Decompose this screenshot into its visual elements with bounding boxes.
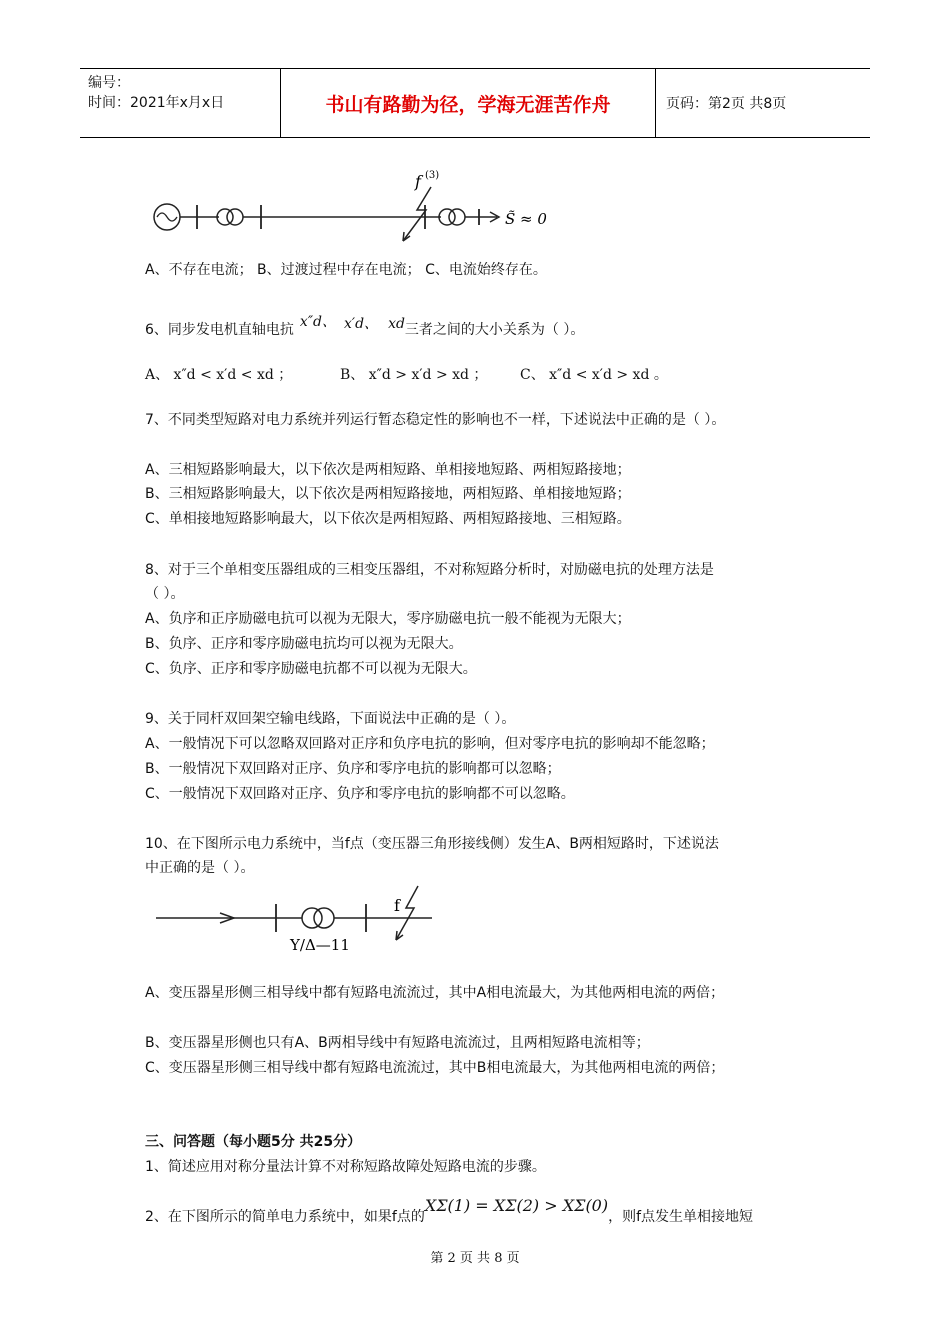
transformer-yd11 <box>302 908 322 928</box>
q9-option-c: C、一般情况下双回路对正序、负序和零序电抗的影响都不可以忽略。 <box>145 786 575 802</box>
q7-stem: 7、不同类型短路对电力系统并列运行暂态稳定性的影响也不一样，下述说法中正确的是（ ）。 <box>145 412 726 428</box>
q6-sym2: x′d、 <box>344 316 379 332</box>
s3-q2-equation: XΣ(1) = XΣ(2) > XΣ(0) <box>424 1196 609 1215</box>
q8-stem-1: 8、对于三个单相变压器组成的三相变压器组，不对称短路分析时，对励磁电抗的处理方法是 <box>145 562 714 578</box>
q10-option-c: C、变压器星形侧三相导线中都有短路电流流过，其中B相电流最大，为其他两相电流的两倍； <box>145 1060 725 1076</box>
q8-option-c: C、负序、正序和零序励磁电抗都不可以视为无限大。 <box>145 661 477 677</box>
transformer-1 <box>217 209 233 225</box>
time-label: 时间：2021年x月x日 <box>88 95 225 111</box>
q8-stem-2: （ ）。 <box>145 586 185 602</box>
q9-stem: 9、关于同杆双回架空输电线路，下面说法中正确的是（ ）。 <box>145 711 516 727</box>
system-diagram-2 <box>150 880 450 955</box>
q6-option-c: C、 x″d < x′d > xd 。 <box>520 367 668 383</box>
system-diagram-1 <box>145 165 565 245</box>
q10-stem-1: 10、在下图所示电力系统中，当f点（变压器三角形接线侧）发生A、B两相短路时，下述说法 <box>145 836 719 852</box>
q7-option-b: B、三相短路影响最大，以下依次是两相短路接地，两相短路、单相接地短路； <box>145 486 631 502</box>
q10-stem-2: 中正确的是（ ）。 <box>145 860 255 876</box>
q9-option-a: A、一般情况下可以忽略双回路对正序和负序电抗的影响，但对零序电抗的影响却不能忽略； <box>145 736 715 752</box>
q9-option-b: B、一般情况下双回路对正序、负序和零序电抗的影响都可以忽略； <box>145 761 561 777</box>
page-header <box>80 68 870 138</box>
s3-q2-after: ，则f点发生单相接地短 <box>608 1209 754 1225</box>
q10-option-b: B、变压器星形侧也只有A、B两相导线中有短路电流流过，且两相短路电流相等； <box>145 1035 650 1051</box>
q8-option-b: B、负序、正序和零序励磁电抗均可以视为无限大。 <box>145 636 463 652</box>
q6-text-after: 三者之间的大小关系为（ ）。 <box>404 322 585 338</box>
q6-sym3: xd <box>388 316 405 332</box>
q6-option-a: A、 x″d < x′d < xd ； <box>145 367 293 383</box>
q6-sym1: x″d、 <box>299 314 337 330</box>
q6-option-b: B、 x″d > x′d > xd ； <box>340 367 488 383</box>
q5-options: A、不存在电流； B、过渡过程中存在电流； C、电流始终存在。 <box>145 262 547 278</box>
q6-text-before: 6、同步发电机直轴电抗 <box>145 322 294 338</box>
transformer-label: Y/Δ—11 <box>290 936 350 954</box>
q10-option-a: A、变压器星形侧三相导线中都有短路电流流过，其中A相电流最大，为其他两相电流的两倍； <box>145 985 725 1001</box>
s3-q2 <box>145 1196 754 1227</box>
q7-option-c: C、单相接地短路影响最大，以下依次是两相短路、两相短路接地、三相短路。 <box>145 511 631 527</box>
fault-arrow <box>403 187 431 241</box>
q6-stem <box>145 314 585 340</box>
q8-option-a: A、负序和正序励磁电抗可以视为无限大，零序励磁电抗一般不能视为无限大； <box>145 611 631 627</box>
section3-title: 三、问答题（每小题5分 共25分） <box>145 1134 362 1150</box>
fault-label: f <box>415 172 421 191</box>
fault-label-2: f <box>394 896 400 915</box>
header-info-cell <box>80 69 280 137</box>
s3-q2-before: 2、在下图所示的简单电力系统中，如果f点的 <box>145 1209 425 1225</box>
load-label: S̃ ≈ 0 <box>505 210 547 228</box>
number-label: 编号： <box>88 75 130 91</box>
q7-option-a: A、三相短路影响最大，以下依次是两相短路、单相接地短路、两相短路接地； <box>145 462 631 478</box>
fault-sup: (3) <box>425 170 440 181</box>
s3-q1: 1、简述应用对称分量法计算不对称短路故障处短路电流的步骤。 <box>145 1159 546 1175</box>
motto: 书山有路勤为径，学海无涯苦作舟 <box>280 69 656 137</box>
transformer-2 <box>439 209 455 225</box>
page-label: 页码：第2页 共8页 <box>666 96 787 112</box>
page-footer: 第 2 页 共 8 页 <box>430 1251 520 1266</box>
